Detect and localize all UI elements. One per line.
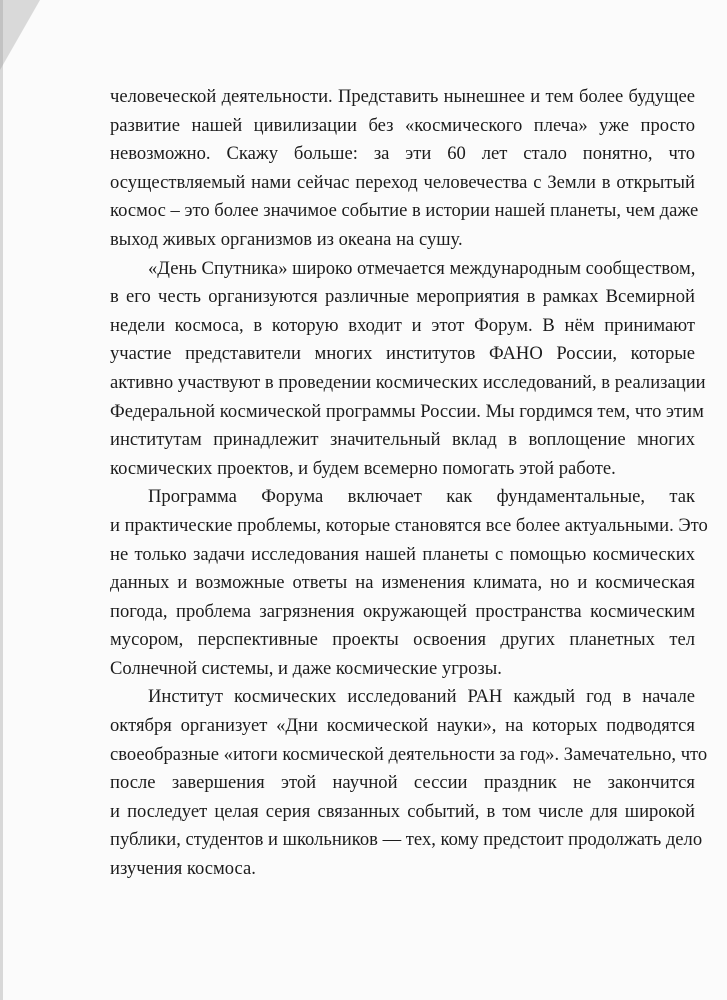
- paragraph: [110, 83, 699, 255]
- text-line: изучения космоса.: [110, 858, 256, 880]
- text-line: мусором, перспективные проекты освоения других планетных тел: [110, 629, 695, 651]
- paragraph: [110, 483, 708, 683]
- text-line: осуществляемый нами сейчас переход человечества с Земли в открытый: [110, 171, 695, 193]
- text-line: и практические проблемы, которые становятся все более актуальными. Это: [110, 514, 708, 536]
- text-line: после завершения этой научной сессии праздник не закончится: [110, 772, 695, 794]
- text-line: своеобразные «итоги космической деятельности за год». Замечательно, что: [110, 743, 708, 765]
- text-line: и последует целая серия связанных событий, в том числе для широкой: [110, 800, 695, 822]
- text-line: октября организует «Дни космической науки», на которых подводятся: [110, 715, 695, 737]
- text-line: институтам принадлежит значительный вклад в воплощение многих: [110, 429, 695, 451]
- paragraph: [110, 255, 706, 484]
- text-line: космос – это более значимое событие в истории нашей планеты, чем даже: [110, 200, 699, 222]
- text-line: данных и возможные ответы на изменения климата, но и космическая: [110, 572, 695, 594]
- text-line: развитие нашей цивилизации без «космического плеча» уже просто: [110, 114, 695, 136]
- text-line: космических проектов, и будем всемерно помогать этой работе.: [110, 457, 616, 479]
- text-line: человеческой деятельности. Представить нынешнее и тем более будущее: [110, 86, 695, 107]
- text-line: Институт космических исследований РАН каждый год в начале: [148, 686, 695, 708]
- folded-corner: [0, 0, 40, 70]
- text-line: невозможно. Скажу больше: за эти 60 лет стало понятно, что: [110, 143, 695, 165]
- text-line: «День Спутника» широко отмечается международным сообществом,: [148, 257, 696, 279]
- paragraph: [110, 683, 708, 883]
- text-line: не только задачи исследования нашей планеты с помощью космических: [110, 543, 695, 565]
- text-line: погода, проблема загрязнения окружающей пространства космическим: [110, 600, 695, 622]
- text-line: публики, студентов и школьников — тех, кому предстоит продолжать дело: [110, 829, 703, 851]
- scan-edge: [0, 0, 3, 1000]
- text-line: Солнечной системы, и даже космические угрозы.: [110, 657, 502, 679]
- text-line: участие представители многих институтов ФАНО России, которые: [110, 343, 695, 365]
- text-line: активно участвуют в проведении космических исследований, в реализации: [110, 371, 706, 393]
- text-line: выход живых организмов из океана на сушу.: [110, 228, 463, 250]
- text-line: недели космоса, в которую входит и этот Форум. В нём принимают: [110, 314, 695, 336]
- document-page: [110, 83, 708, 884]
- text-line: Федеральной космической программы России. Мы гордимся тем, что этим: [110, 400, 704, 422]
- text-line: в его честь организуются различные мероприятия в рамках Всемирной: [110, 286, 695, 308]
- text-line: Программа Форума включает как фундаментальные, так: [148, 486, 695, 508]
